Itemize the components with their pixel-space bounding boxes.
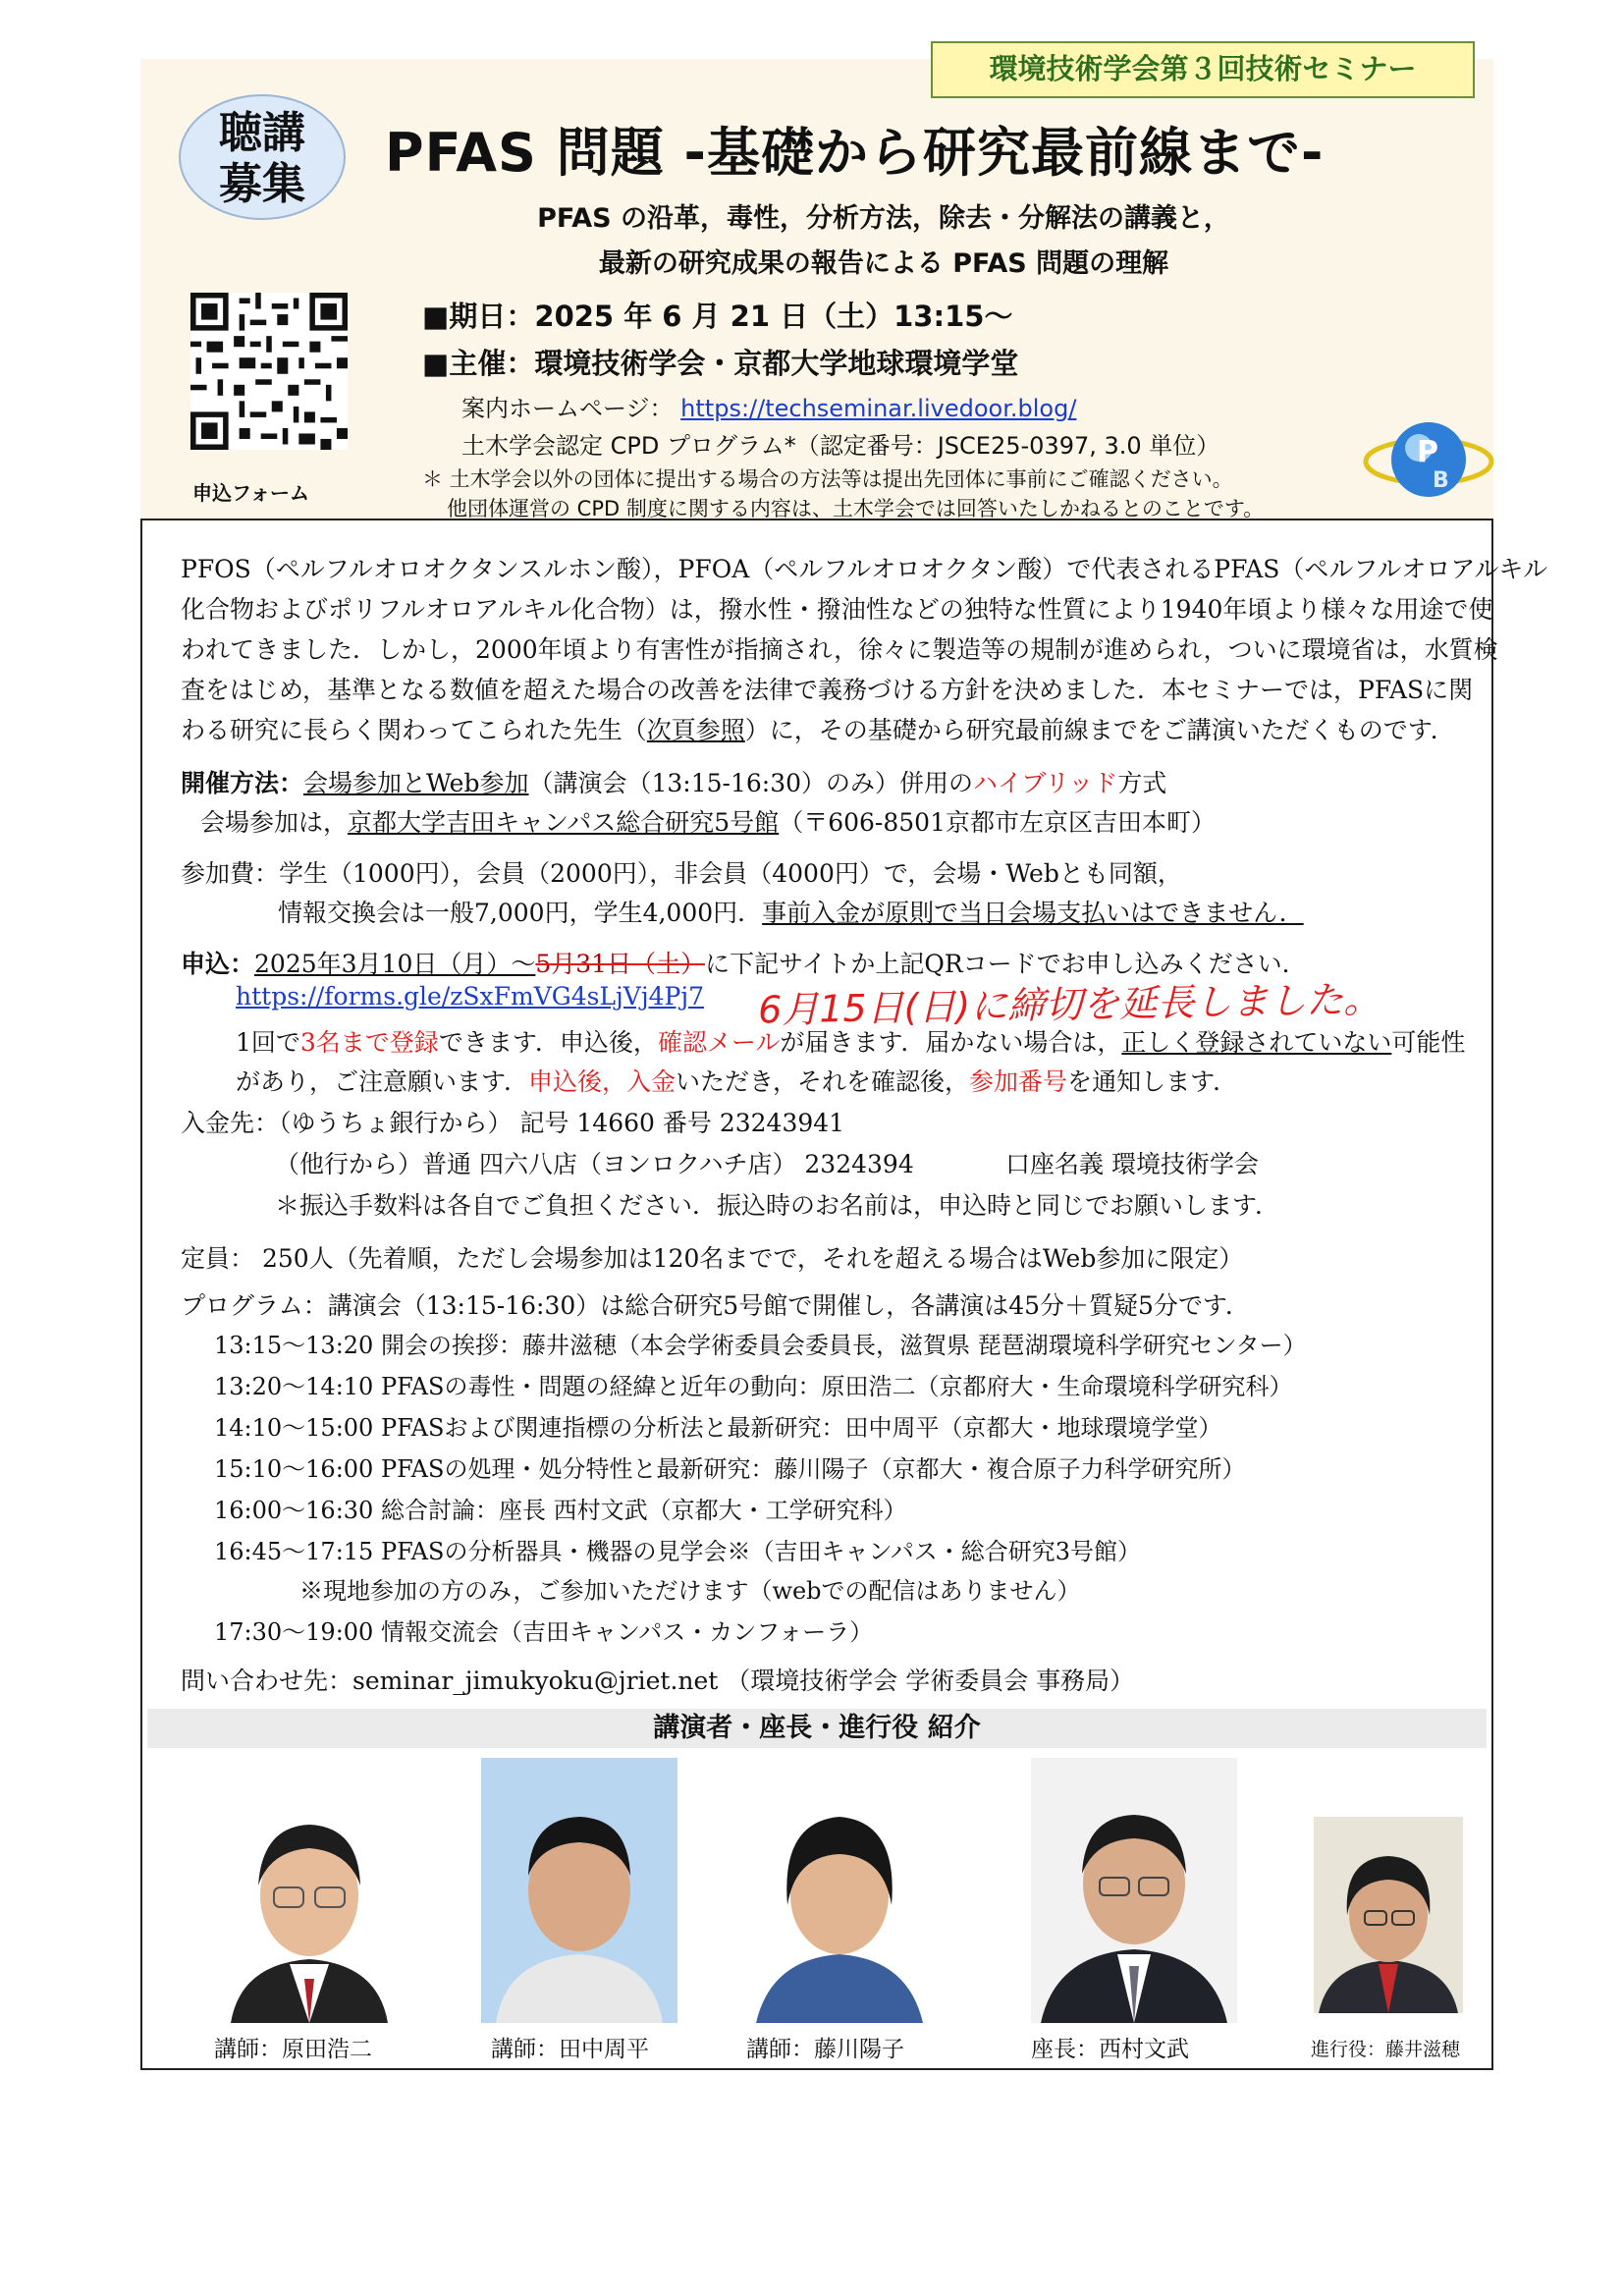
fee-line-2-a: 情報交換会は一般7,000円，学生4,000円． [278,899,763,927]
intro-line-1: PFOS（ペルフルオロオクタンスルホン酸），PFOA（ペルフルオロオクタン酸）で代表されるPFAS（ペルフルオロアルキル [181,555,1548,583]
payment-holder: 口座名義 環境技術学会 [1005,1150,1259,1178]
homepage-label: 案内ホームページ： [461,395,674,422]
svg-text:P: P [1417,435,1438,469]
program-item: 15:10～16:00 PFASの処理・処分特性と最新研究：藤川陽子（京都大・複合原子力科学研究所） [214,1455,1246,1483]
svg-text:B: B [1433,468,1449,493]
subtitle-line-2: 最新の研究成果の報告による PFAS 問題の理解 [598,248,1169,279]
intro-line-5-a: わる研究に長らく関わってこられた先生（ [181,716,647,744]
apply-l4-red1: 申込後，入金 [528,1067,677,1096]
program-note: ※現地参加の方のみ，ご参加いただけます（webでの配信はありません） [299,1577,1081,1605]
fee-line-2 [278,894,1304,929]
speaker-caption: 座長：西村文武 [1031,2037,1189,2062]
apply-line-3 [236,1023,1465,1059]
apply-form-link[interactable]: https://forms.gle/zSxFmVG4sLjVj4Pj7 [236,982,705,1011]
method-mode: 会場参加とWeb参加 [303,769,529,797]
program-item: 17:30～19:00 情報交流会（吉田キャンパス・カンフォーラ） [214,1618,874,1646]
intro-line-2: 化合物およびポリフルオロアルキル化合物）は，撥水性・撥油性などの独特な性質により1940年頃より様々な用途で使 [181,595,1493,624]
society-logo-icon [1360,401,1497,507]
cpd-note-1: ＊ 土木学会以外の団体に提出する場合の方法等は提出先団体に事前にご確認ください。 [422,467,1233,491]
speaker-photo-harada [211,1768,407,2023]
program-item: 16:00～16:30 総合討論：座長 西村文武（京都大・工学研究科） [214,1497,907,1524]
speaker-photo-fujikawa [746,1768,933,2023]
program-item: 13:15～13:20 開会の挨拶：藤井滋穂（本会学術委員会委員長，滋賀県 琵琶湖環境科学研究センター） [214,1332,1307,1359]
intro-line-3: われてきました．しかし，2000年頃より有害性が指摘され，徐々に製造等の規制が進められ，ついに環境省は，水質検 [181,635,1498,664]
payment-line-2: （他行から）普通 四六八店（ヨンロクハチ店） 2324394 [275,1150,914,1178]
method-suffix: 方式 [1117,769,1167,797]
apply-l3-ul: 正しく登録されていない [1121,1028,1392,1057]
apply-form-row [236,982,704,1011]
intro-line-5 [181,711,1455,746]
speaker-photo-fujii [1314,1817,1463,2013]
apply-l3-red1: 3名まで登録 [299,1028,439,1057]
apply-l4-a: があり，ご注意願います． [236,1067,529,1096]
apply-l3-a: 1回で [236,1028,300,1057]
apply-l3-c: が届きます．届かない場合は， [780,1028,1122,1057]
bubble-line-2: 募集 [219,159,305,209]
intro-line-4: 査をはじめ，基準となる数値を超えた場合の改善を法律で義務づける方針を決めました．本セミナーでは，PFASに関 [181,676,1474,704]
organizer: ■主催：環境技術学会・京都大学地球環境学堂 [422,347,1019,380]
program-item: 13:20～14:10 PFASの毒性・問題の経緯と近年の動向：原田浩二（京都府大・生命環境科学研究科） [214,1373,1293,1400]
apply-l4-red2: 参加番号 [969,1067,1068,1096]
method-label: 開催方法： [181,769,304,797]
venue-prefix: 会場参加は， [200,808,349,837]
intro-reference: 次頁参照 [646,716,745,744]
handwritten-extension-note: 6月15日(日)に締切を延長しました。 [757,977,1381,1032]
speaker-photo-nishimura [1031,1758,1237,2023]
venue-address: （〒606-8501京都市左京区吉田本町） [779,808,1216,837]
homepage-link[interactable]: https://techseminar.livedoor.blog/ [680,395,1077,422]
apply-line-4 [236,1063,1237,1098]
intro-line-5-b: ）に，その基礎から研究最前線までをご講演いただくものです． [744,716,1455,744]
apply-l3-b: できます．申込後， [438,1028,658,1057]
venue-row [200,803,1216,839]
speaker-photo-tanaka [481,1758,677,2023]
method-detail: （講演会（13:15-16:30）のみ）併用の [528,769,974,797]
program-item: 16:45～17:15 PFASの分析器具・機器の見学会※（吉田キャンパス・総合研究3号館） [214,1538,1142,1565]
qr-code-icon[interactable] [190,293,348,450]
cpd-program: 土木学会認定 CPD プログラム*（認定番号：JSCE25-0397, 3.0 単位） [461,432,1220,460]
event-date: ■期日：2025 年 6 月 21 日（土）13:15～ [422,300,1013,333]
speaker-caption: 進行役：藤井滋穂 [1311,2039,1461,2060]
speaker-caption: 講師：田中周平 [491,2037,649,2062]
fee-line-2-b: 事前入金が原則で当日会場支払いはできません． [762,899,1304,927]
program-item: 14:10～15:00 PFASおよび関連指標の分析法と最新研究：田中周平（京都大・地球環境学堂） [214,1414,1222,1442]
speaker-caption: 講師：藤川陽子 [746,2037,904,2062]
subtitle-line-1: PFAS の沿革，毒性，分析方法，除去・分解法の講義と， [537,203,1230,234]
method-row [181,764,1166,799]
speakers-heading: 講演者・座長・進行役 紹介 [147,1709,1487,1748]
speaker-caption: 講師：原田浩二 [214,2037,372,2062]
apply-l3-d: 可能性 [1391,1028,1466,1057]
program-header: プログラム：講演会（13:15-16:30）は総合研究5号館で開催し，各講演は45分＋質疑5分です． [181,1291,1250,1320]
apply-date-rest: に下記サイトか上記QRコードでお申し込みください． [705,950,1307,978]
method-hybrid: ハイブリッド [973,769,1118,797]
series-badge: 環境技術学会第３回技術セミナー [931,41,1475,98]
payment-line-3: ＊振込手数料は各自でご負担ください．振込時のお名前は，申込時と同じでお願いします． [275,1191,1280,1220]
capacity: 定員： 250人（先着順，ただし会場参加は120名までで，それを超える場合はWeb参加に限定） [181,1244,1244,1273]
apply-date-start: 2025年3月10日（月）～ [254,950,536,978]
apply-label: 申込： [181,950,255,978]
apply-date-struck: 5月31日（土） [535,950,706,978]
payment-line-1: 入金先：（ゆうちょ銀行から） 記号 14660 番号 23243941 [181,1109,845,1137]
contact: 問い合わせ先：seminar_jimukyoku@jriet.net （環境技術学会 学術委員会 事務局） [181,1667,1135,1695]
apply-l4-c: を通知します． [1067,1067,1238,1096]
apply-l4-b: いただき，それを確認後， [676,1067,970,1096]
apply-l3-red2: 確認メール [657,1028,781,1057]
page-title: PFAS 問題 -基礎から研究最前線まで- [385,122,1325,184]
cpd-note-2: 他団体運営の CPD 制度に関する内容は、土木学会では回答いたしかねるとのことです。 [447,497,1265,520]
qr-label: 申込フォーム [192,481,309,505]
recruit-bubble [179,94,346,220]
fee-line-1: 参加費：学生（1000円），会員（2000円），非会員（4000円）で，会場・Webとも同額， [181,859,1182,888]
venue-name: 京都大学吉田キャンパス総合研究5号館 [348,808,780,837]
homepage-row [461,389,1076,423]
subtitle [393,196,1375,287]
bubble-line-1: 聴講 [219,108,305,158]
